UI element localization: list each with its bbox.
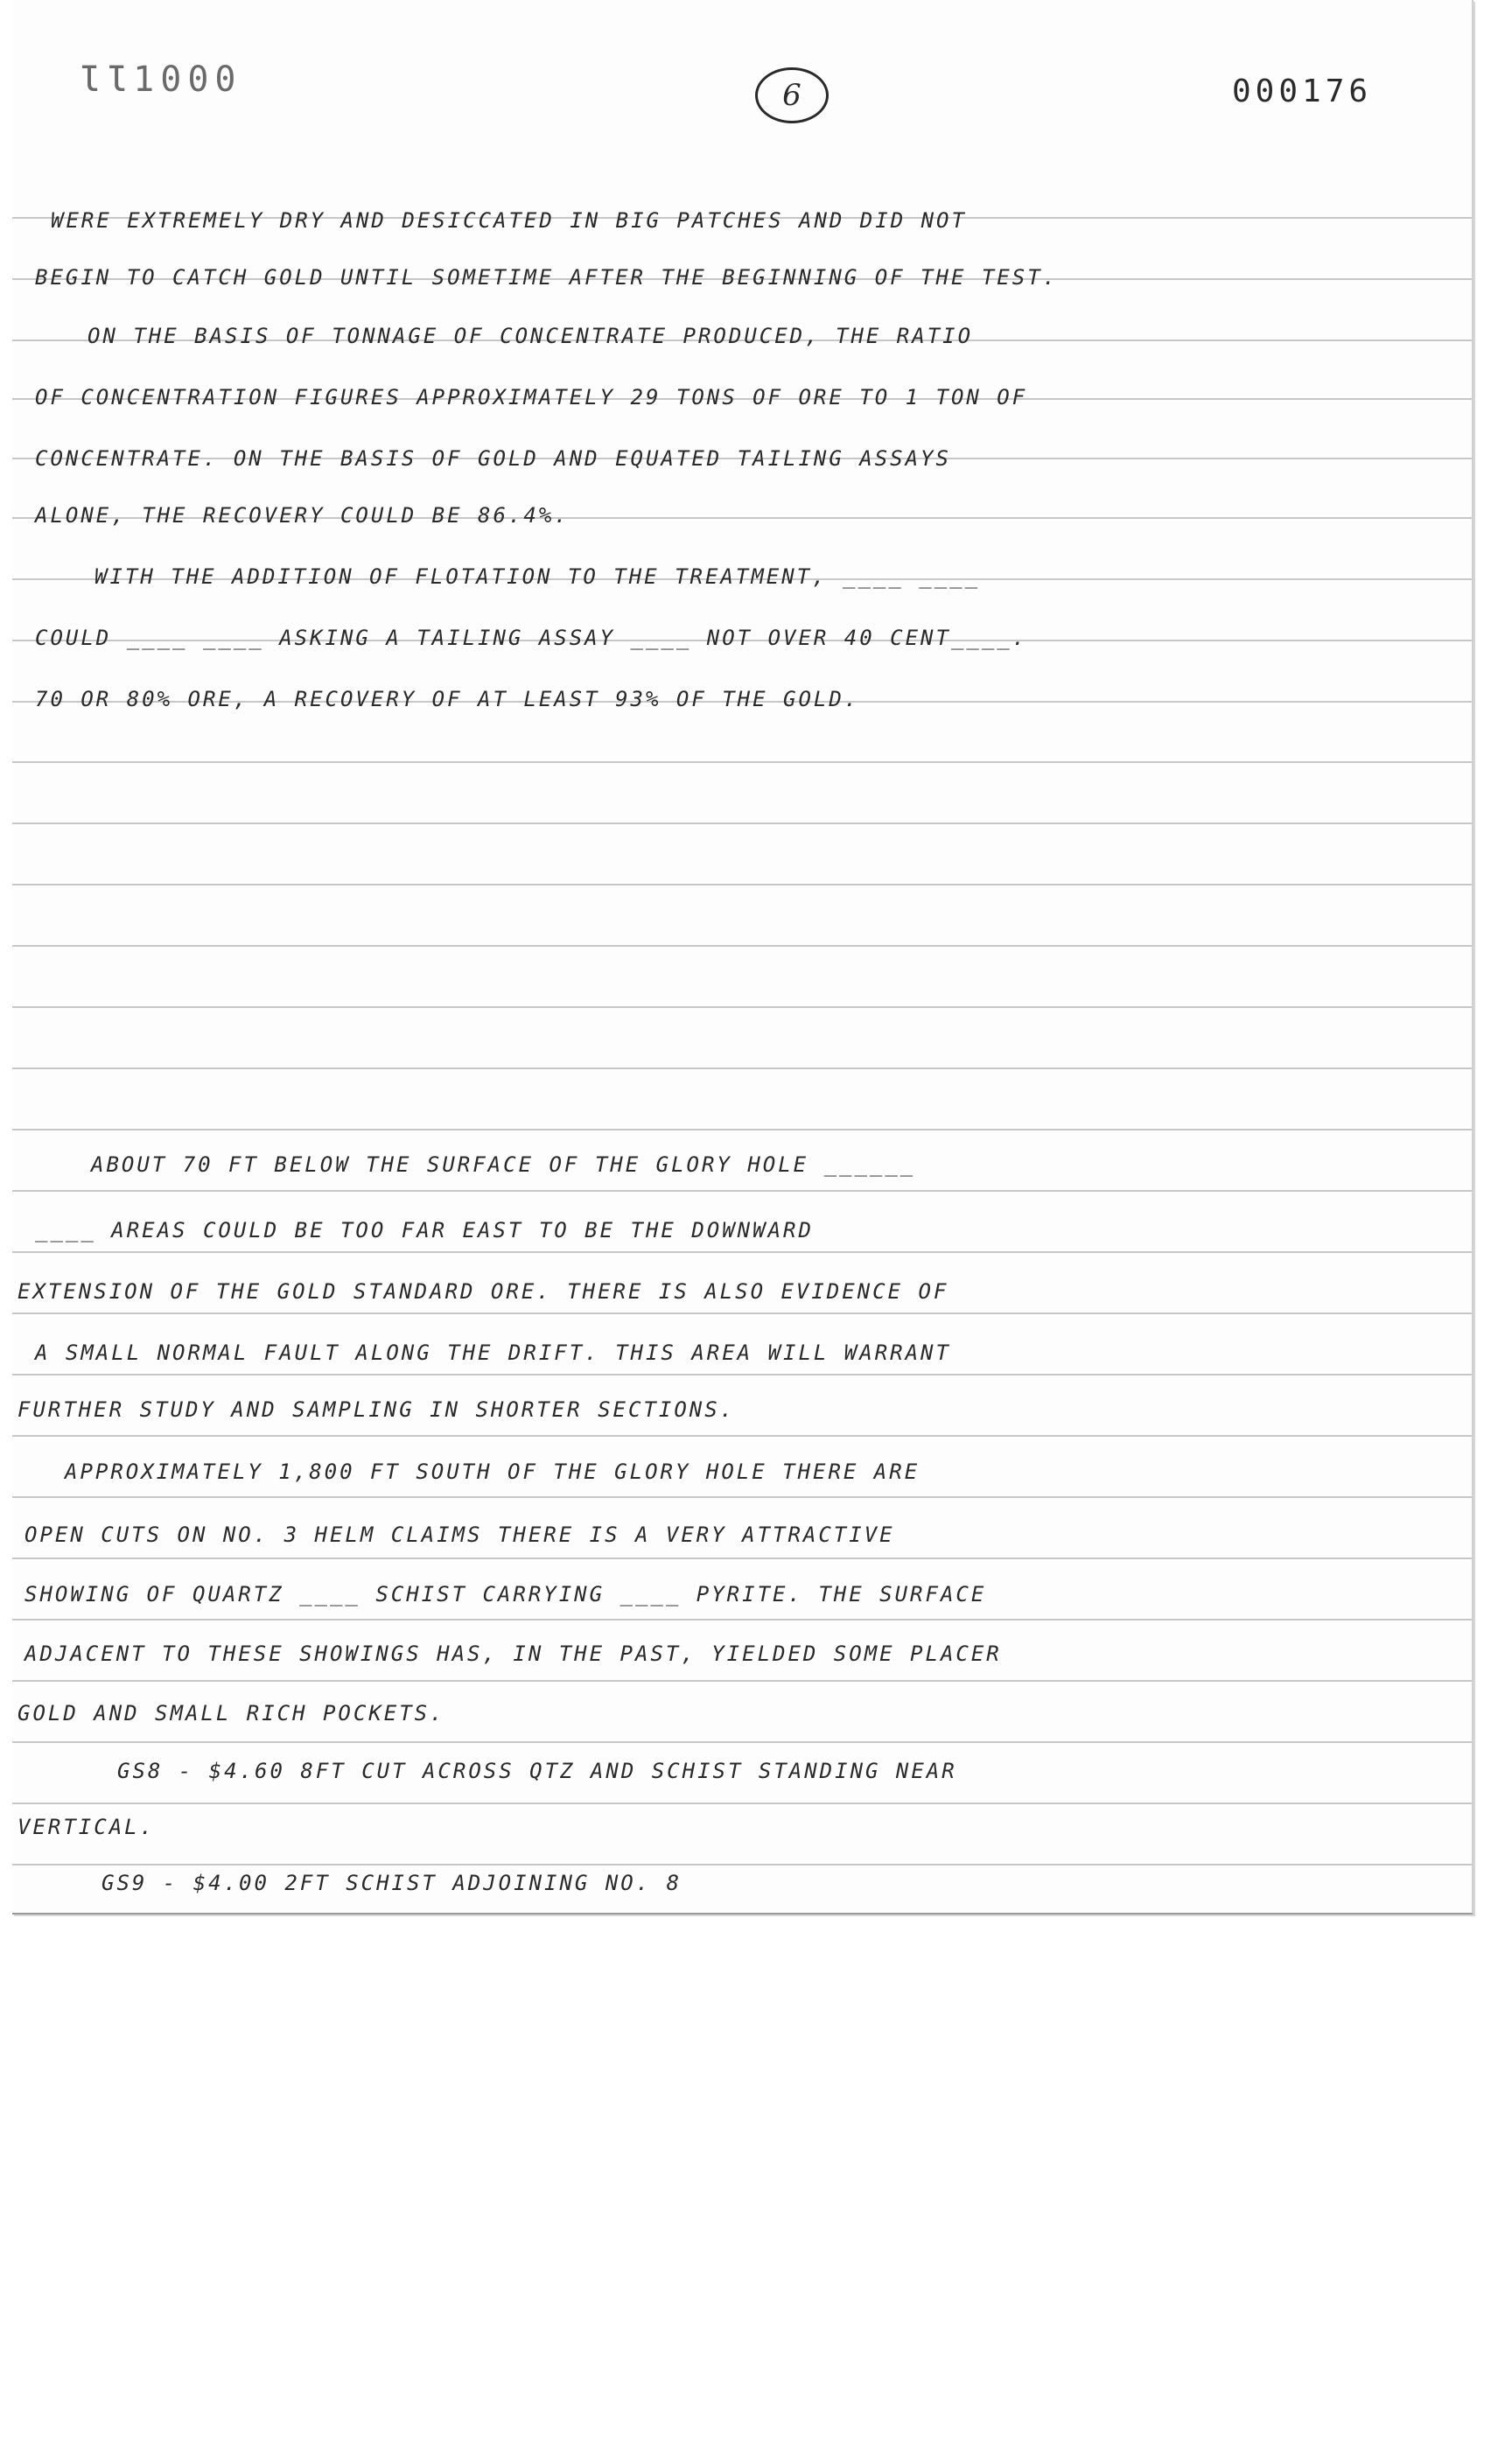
text-line: A SMALL NORMAL FAULT ALONG THE DRIFT. THIS AREA WILL WARRANT xyxy=(35,1340,951,1365)
text-line: 70 OR 80% ORE, A RECOVERY OF AT LEAST 93% OF THE GOLD. xyxy=(35,687,860,711)
ruled-line xyxy=(12,1374,1472,1376)
ruled-line xyxy=(12,1496,1472,1498)
ruled-line xyxy=(12,945,1472,947)
text-line: GS8 - $4.60 8FT CUT ACROSS QTZ AND SCHIST STANDING NEAR xyxy=(117,1759,957,1783)
text-line: ADJACENT TO THESE SHOWINGS HAS, IN THE PAST, YIELDED SOME PLACER xyxy=(24,1642,1002,1666)
ruled-line xyxy=(12,1251,1472,1253)
ruled-line xyxy=(12,1006,1472,1008)
page-number: 6 xyxy=(755,67,829,123)
document-number-right: 000176 xyxy=(1232,74,1373,109)
text-line: GS9 - $4.00 2FT SCHIST ADJOINING NO. 8 xyxy=(102,1871,682,1895)
text-line: EXTENSION OF THE GOLD STANDARD ORE. THERE IS ALSO EVIDENCE OF xyxy=(18,1279,949,1304)
ruled-line xyxy=(12,1312,1472,1314)
text-line: OF CONCENTRATION FIGURES APPROXIMATELY 29 TONS OF ORE TO 1 TON OF xyxy=(35,385,1028,410)
text-line: ON THE BASIS OF TONNAGE OF CONCENTRATE PRODUCED, THE RATIO xyxy=(88,324,974,348)
text-line: GOLD AND SMALL RICH POCKETS. xyxy=(18,1701,445,1726)
ruled-line xyxy=(12,1802,1472,1804)
ruled-line xyxy=(12,1068,1472,1069)
text-line: WITH THE ADDITION OF FLOTATION TO THE TREATMENT, ____ ____ xyxy=(94,564,981,589)
ruled-line xyxy=(12,1619,1472,1620)
text-line: CONCENTRATE. ON THE BASIS OF GOLD AND EQUATED TAILING ASSAYS xyxy=(35,446,951,471)
text-line: COULD ____ ____ ASKING A TAILING ASSAY ____ NOT OVER 40 CENT____. xyxy=(35,626,1028,650)
text-line: BEGIN TO CATCH GOLD UNTIL SOMETIME AFTER THE BEGINNING OF THE TEST. xyxy=(35,265,1059,290)
text-line: APPROXIMATELY 1,800 FT SOUTH OF THE GLORY HOLE THERE ARE xyxy=(65,1460,920,1484)
text-line: ____ AREAS COULD BE TOO FAR EAST TO BE THE DOWNWARD xyxy=(35,1218,814,1242)
text-line: FURTHER STUDY AND SAMPLING IN SHORTER SECTIONS. xyxy=(18,1397,736,1422)
ruled-line xyxy=(12,1558,1472,1559)
ruled-line xyxy=(12,1435,1472,1437)
ruled-line xyxy=(12,822,1472,824)
document-number-left: ƖƖ1000 xyxy=(79,60,242,100)
ruled-line xyxy=(12,1680,1472,1682)
text-line: SHOWING OF QUARTZ ____ SCHIST CARRYING ____ PYRITE. THE SURFACE xyxy=(24,1582,987,1606)
ruled-line xyxy=(12,1741,1472,1743)
ruled-line xyxy=(12,1190,1472,1192)
ruled-line xyxy=(12,884,1472,886)
text-line: WERE EXTREMELY DRY AND DESICCATED IN BIG PATCHES AND DID NOT xyxy=(51,208,967,233)
text-line: OPEN CUTS ON NO. 3 HELM CLAIMS THERE IS A VERY ATTRACTIVE xyxy=(24,1522,895,1547)
text-line: ALONE, THE RECOVERY COULD BE 86.4%. xyxy=(35,503,570,528)
ruled-line xyxy=(12,1129,1472,1130)
text-line: ABOUT 70 FT BELOW THE SURFACE OF THE GLORY HOLE ______ xyxy=(91,1152,916,1177)
text-line: VERTICAL. xyxy=(18,1815,156,1839)
ruled-line xyxy=(12,1864,1472,1866)
ruled-line xyxy=(12,761,1472,763)
